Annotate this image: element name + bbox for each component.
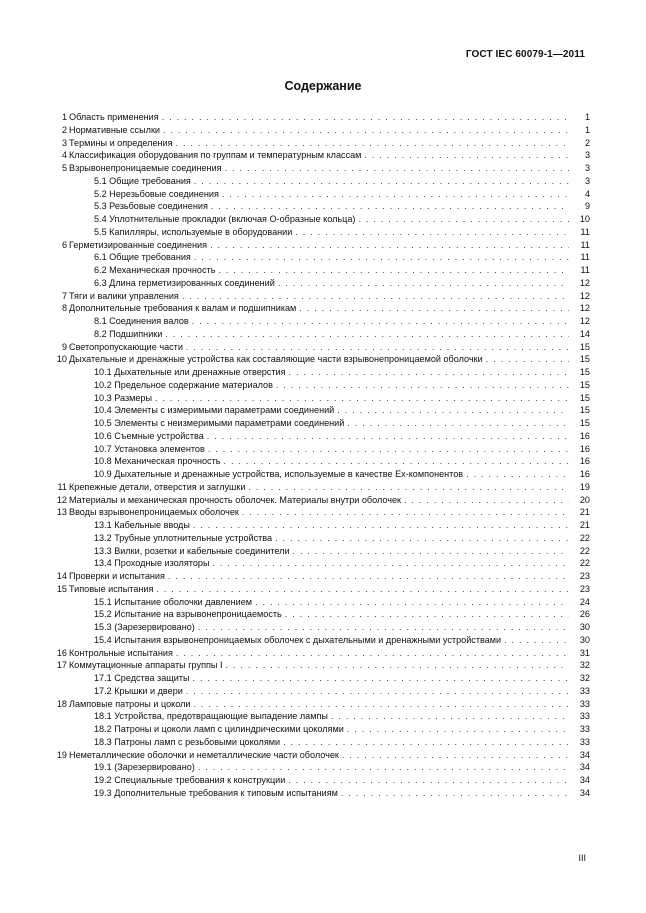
- toc-entry-page: 11: [580, 239, 590, 250]
- toc-subsection-entry[interactable]: [52, 621, 590, 634]
- toc-entry-page: 21: [579, 520, 590, 530]
- toc-entry-title: Нормативные ссылки: [69, 124, 161, 135]
- toc-dot-leader: [211, 200, 569, 213]
- toc-entry-title: 19.2 Специальные требования к конструкции: [94, 775, 286, 785]
- toc-entry-title: 10.6 Съемные устройства: [94, 430, 204, 441]
- toc-entry-number: 14: [56, 571, 67, 581]
- toc-dot-leader: [208, 443, 569, 456]
- toc-subsection-entry[interactable]: [52, 251, 590, 264]
- toc-dot-leader: [486, 353, 569, 366]
- toc-entry-title: 10.5 Элементы с неизмеримыми параметрами соединений: [94, 418, 345, 428]
- toc-dot-leader: [207, 430, 569, 443]
- toc-entry-number: 1: [61, 112, 67, 122]
- toc-entry-page: 15: [579, 379, 590, 390]
- toc-entry-page: 24: [579, 596, 590, 607]
- toc-dot-leader: [248, 481, 569, 494]
- toc-entry-title: Тяги и валики управления: [69, 290, 179, 301]
- toc-section-entry[interactable]: [52, 506, 590, 519]
- toc-entry-page: 16: [579, 430, 590, 441]
- toc-dot-leader: [156, 583, 569, 596]
- toc-entry-page: 2: [584, 137, 590, 148]
- toc-entry-page: 34: [579, 787, 590, 798]
- toc-subsection-entry[interactable]: [52, 175, 590, 188]
- toc-section-entry[interactable]: [52, 494, 590, 507]
- toc-entry-page: 14: [579, 328, 590, 339]
- toc-entry-page: 15: [579, 405, 590, 416]
- toc-subsection-entry[interactable]: [52, 787, 590, 800]
- toc-entry-page: 23: [579, 583, 590, 594]
- toc-entry-title: 5.4 Уплотнительные прокладки (включая О-образные кольца): [94, 214, 356, 224]
- toc-dot-leader: [168, 570, 569, 583]
- toc-entry-page: 34: [579, 749, 590, 760]
- toc-entry-title: 6.2 Механическая прочность: [94, 265, 216, 275]
- toc-dot-leader: [162, 111, 569, 124]
- toc-subsection-entry[interactable]: [52, 710, 590, 723]
- toc-section-entry[interactable]: [52, 239, 590, 252]
- toc-entry-title: 10.3 Размеры: [94, 392, 153, 403]
- toc-dot-leader: [198, 761, 569, 774]
- toc-entry-number: 10: [56, 354, 67, 365]
- toc-entry-page: 34: [579, 762, 590, 773]
- toc-entry-title: 10.1 Дыхательные или дренажные отверстия: [94, 367, 286, 377]
- toc-dot-leader: [225, 162, 569, 175]
- toc-entry-title: 5.3 Резьбовые соединения: [94, 201, 208, 212]
- toc-dot-leader: [504, 634, 569, 647]
- toc-entry-title: Контрольные испытания: [69, 647, 173, 658]
- toc-entry-title: Классификация оборудования по группам и температурным классам: [69, 150, 362, 161]
- toc-dot-leader: [276, 379, 569, 392]
- toc-subsection-entry[interactable]: [52, 761, 590, 774]
- toc-entry-title: 15.3 (Зарезервировано): [94, 622, 195, 632]
- toc-entry-title: 18.3 Патроны ламп с резьбовыми цоколями: [94, 736, 281, 747]
- toc-subsection-entry[interactable]: [52, 532, 590, 545]
- toc-entry-number: 9: [61, 341, 67, 352]
- toc-subsection-entry[interactable]: [52, 519, 590, 532]
- toc-entry-page: 32: [579, 660, 590, 671]
- toc-entry-title: 17.2 Крышки и двери: [94, 685, 183, 696]
- toc-entry-title: 10.9 Дыхательные и дренажные устройства, используемые в качестве Ex-компонентов: [94, 469, 464, 479]
- toc-dot-leader: [347, 723, 569, 736]
- toc-dot-leader: [275, 532, 569, 545]
- toc-section-entry[interactable]: [52, 353, 590, 366]
- toc-entry-page: 33: [579, 711, 590, 722]
- toc-dot-leader: [226, 659, 569, 672]
- toc-entry-page: 30: [579, 622, 590, 632]
- toc-dot-leader: [466, 468, 569, 481]
- toc-entry-title: 8.1 Соединения валов: [94, 316, 189, 326]
- toc-subsection-entry[interactable]: [52, 468, 590, 481]
- toc-dot-leader: [182, 290, 569, 303]
- toc-entry-title: 19.3 Дополнительные требования к типовым испытаниям: [94, 787, 338, 798]
- toc-entry-page: 19: [579, 481, 590, 492]
- toc-subsection-entry[interactable]: [52, 672, 590, 685]
- toc-dot-leader: [222, 188, 569, 201]
- toc-dot-leader: [193, 698, 569, 711]
- toc-dot-leader: [299, 302, 569, 315]
- toc-section-entry[interactable]: [52, 341, 590, 354]
- table-of-contents: [52, 111, 590, 800]
- toc-subsection-entry[interactable]: [52, 430, 590, 443]
- toc-entry-page: 16: [579, 469, 590, 479]
- toc-section-entry[interactable]: [52, 647, 590, 660]
- toc-dot-leader: [210, 239, 569, 252]
- toc-entry-number: 2: [61, 124, 67, 135]
- toc-entry-page: 23: [579, 571, 590, 581]
- toc-entry-title: 15.1 Испытание оболочки давлением: [94, 596, 253, 607]
- page-number: III: [578, 853, 586, 863]
- toc-subsection-entry[interactable]: [52, 723, 590, 736]
- toc-entry-number: 8: [61, 303, 67, 314]
- toc-dot-leader: [193, 519, 569, 532]
- toc-entry-title: Крепежные детали, отверстия и заглушки: [69, 481, 246, 492]
- toc-entry-title: Дополнительные требования к валам и подшипникам: [69, 303, 297, 314]
- toc-section-entry[interactable]: [52, 290, 590, 303]
- toc-entry-page: 33: [579, 698, 590, 709]
- toc-section-entry[interactable]: [52, 570, 590, 583]
- toc-entry-page: 30: [579, 634, 590, 645]
- page-title: Содержание: [284, 79, 362, 93]
- toc-entry-page: 12: [579, 303, 590, 314]
- toc-entry-page: 9: [584, 201, 590, 212]
- toc-section-entry[interactable]: [52, 749, 590, 762]
- toc-subsection-entry[interactable]: [52, 392, 590, 405]
- toc-dot-leader: [224, 455, 570, 468]
- toc-entry-title: Неметаллические оболочки и неметаллические части оболочек: [69, 749, 339, 760]
- toc-dot-leader: [242, 506, 569, 519]
- toc-subsection-entry[interactable]: [52, 417, 590, 430]
- toc-entry-title: 10.7 Установка элементов: [94, 443, 205, 454]
- toc-dot-leader: [176, 137, 569, 150]
- toc-dot-leader: [347, 417, 569, 430]
- toc-section-entry[interactable]: [52, 583, 590, 596]
- toc-dot-leader: [342, 749, 569, 762]
- toc-entry-title: Ламповые патроны и цоколи: [69, 698, 191, 709]
- toc-subsection-entry[interactable]: [52, 545, 590, 558]
- toc-subsection-entry[interactable]: [52, 774, 590, 787]
- toc-dot-leader: [358, 213, 569, 226]
- toc-entry-page: 15: [579, 418, 590, 428]
- toc-dot-leader: [289, 366, 569, 379]
- toc-entry-page: 15: [579, 367, 590, 377]
- toc-dot-leader: [155, 392, 569, 405]
- toc-subsection-entry[interactable]: [52, 277, 590, 290]
- toc-subsection-entry[interactable]: [52, 596, 590, 609]
- toc-entry-number: 5: [61, 163, 67, 173]
- toc-entry-page: 3: [584, 163, 590, 173]
- toc-subsection-entry[interactable]: [52, 226, 590, 239]
- toc-subsection-entry[interactable]: [52, 685, 590, 698]
- toc-entry-title: 6.1 Общие требования: [94, 252, 191, 263]
- toc-entry-page: 11: [580, 226, 590, 237]
- toc-entry-number: 7: [61, 290, 67, 301]
- toc-dot-leader: [192, 315, 569, 328]
- toc-entry-title: 5.1 Общие требования: [94, 175, 191, 186]
- toc-subsection-entry[interactable]: [52, 379, 590, 392]
- toc-entry-title: 6.3 Длина герметизированных соединений: [94, 277, 275, 288]
- toc-entry-number: 15: [56, 583, 67, 594]
- toc-entry-number: 4: [61, 150, 67, 161]
- toc-entry-number: 13: [56, 507, 67, 518]
- toc-entry-title: Область применения: [69, 112, 159, 122]
- toc-entry-page: 1: [584, 112, 590, 122]
- toc-entry-page: 33: [579, 736, 590, 747]
- toc-section-entry[interactable]: [52, 302, 590, 315]
- toc-entry-page: 3: [584, 150, 590, 161]
- toc-entry-page: 34: [579, 775, 590, 785]
- toc-subsection-entry[interactable]: [52, 264, 590, 277]
- toc-entry-page: 12: [579, 316, 590, 326]
- toc-dot-leader: [288, 774, 569, 787]
- toc-subsection-entry[interactable]: [52, 557, 590, 570]
- toc-entry-title: 13.3 Вилки, розетки и кабельные соединители: [94, 545, 290, 556]
- toc-section-entry[interactable]: [52, 659, 590, 672]
- toc-entry-page: 11: [580, 252, 590, 263]
- toc-section-entry[interactable]: [52, 124, 590, 137]
- toc-entry-page: 4: [584, 188, 590, 199]
- toc-entry-title: 18.2 Патроны и цоколи ламп с цилиндрическими цоколями: [94, 724, 344, 734]
- toc-entry-page: 16: [579, 456, 590, 467]
- toc-section-entry[interactable]: [52, 162, 590, 175]
- toc-dot-leader: [293, 545, 569, 558]
- toc-dot-leader: [404, 494, 569, 507]
- toc-dot-leader: [218, 264, 569, 277]
- toc-entry-title: 15.2 Испытание на взрывонепроницаемость: [94, 609, 282, 620]
- toc-entry-title: 13.1 Кабельные вводы: [94, 520, 190, 530]
- toc-subsection-entry[interactable]: [52, 455, 590, 468]
- toc-entry-number: 11: [57, 481, 67, 492]
- toc-dot-leader: [163, 124, 569, 137]
- toc-dot-leader: [285, 608, 569, 621]
- toc-entry-number: 19: [56, 749, 67, 760]
- toc-entry-page: 21: [579, 507, 590, 518]
- toc-entry-page: 12: [579, 290, 590, 301]
- toc-section-entry[interactable]: [52, 481, 590, 494]
- toc-entry-page: 22: [579, 532, 590, 543]
- toc-dot-leader: [255, 596, 569, 609]
- toc-entry-title: Материалы и механическая прочность оболочек. Материалы внутри оболочек: [69, 494, 402, 505]
- toc-subsection-entry[interactable]: [52, 634, 590, 647]
- toc-entry-page: 10: [579, 214, 590, 224]
- toc-entry-title: Коммутационные аппараты группы I: [69, 660, 223, 671]
- toc-entry-title: Герметизированные соединения: [69, 239, 208, 250]
- toc-section-entry[interactable]: [52, 111, 590, 124]
- toc-entry-title: 17.1 Средства защиты: [94, 673, 190, 683]
- toc-dot-leader: [198, 621, 569, 634]
- toc-dot-leader: [341, 787, 569, 800]
- toc-subsection-entry[interactable]: [52, 328, 590, 341]
- toc-entry-title: 18.1 Устройства, предотвращающие выпадение лампы: [94, 711, 328, 722]
- toc-entry-page: 33: [579, 685, 590, 696]
- toc-entry-page: 22: [579, 558, 590, 569]
- toc-entry-title: 15.4 Испытания взрывонепроницаемых оболочек с дыхательными и дренажными устройствами: [94, 634, 502, 645]
- toc-entry-title: Типовые испытания: [69, 583, 154, 594]
- toc-dot-leader: [337, 404, 569, 417]
- toc-subsection-entry[interactable]: [52, 736, 590, 749]
- toc-entry-title: 10.8 Механическая прочность: [94, 456, 221, 467]
- document-standard-header: ГОСТ IEC 60079-1—2011: [465, 49, 585, 60]
- toc-dot-leader: [193, 672, 569, 685]
- toc-entry-page: 22: [579, 545, 590, 556]
- toc-entry-number: 6: [61, 239, 67, 250]
- toc-subsection-entry[interactable]: [52, 608, 590, 621]
- toc-dot-leader: [278, 277, 569, 290]
- toc-entry-title: Взрывонепроницаемые соединения: [69, 163, 222, 173]
- toc-section-entry[interactable]: [52, 137, 590, 150]
- toc-entry-page: 1: [584, 124, 590, 135]
- toc-entry-title: Дыхательные и дренажные устройства как составляющие части взрывонепроницаемой оболочки: [69, 354, 483, 365]
- toc-entry-page: 16: [579, 443, 590, 454]
- toc-entry-page: 33: [579, 724, 590, 734]
- toc-entry-number: 17: [56, 660, 67, 671]
- toc-subsection-entry[interactable]: [52, 404, 590, 417]
- toc-dot-leader: [331, 710, 569, 723]
- toc-entry-title: Светопропускающие части: [69, 341, 183, 352]
- toc-entry-title: 8.2 Подшипники: [94, 328, 163, 339]
- toc-entry-number: 18: [56, 698, 67, 709]
- toc-dot-leader: [165, 328, 569, 341]
- toc-subsection-entry[interactable]: [52, 188, 590, 201]
- toc-entry-title: Термины и определения: [69, 137, 173, 148]
- toc-entry-number: 3: [61, 137, 67, 148]
- toc-subsection-entry[interactable]: [52, 315, 590, 328]
- toc-subsection-entry[interactable]: [52, 366, 590, 379]
- toc-entry-title: 19.1 (Зарезервировано): [94, 762, 195, 773]
- toc-entry-page: 3: [584, 175, 590, 186]
- toc-section-entry[interactable]: [52, 698, 590, 711]
- toc-entry-page: 11: [580, 265, 590, 275]
- toc-entry-title: 5.5 Капилляры, используемые в оборудовании: [94, 226, 293, 237]
- toc-entry-number: 12: [56, 494, 67, 505]
- toc-entry-page: 32: [579, 673, 590, 683]
- toc-dot-leader: [176, 647, 569, 660]
- toc-dot-leader: [295, 226, 569, 239]
- toc-entry-page: 15: [579, 341, 590, 352]
- toc-entry-title: Вводы взрывонепроницаемых оболочек: [69, 507, 239, 518]
- toc-entry-title: 10.4 Элементы с измеримыми параметрами соединений: [94, 405, 335, 416]
- toc-entry-title: 5.2 Нерезьбовые соединения: [94, 188, 219, 199]
- toc-subsection-entry[interactable]: [52, 213, 590, 226]
- toc-entry-title: 13.4 Проходные изоляторы: [94, 558, 210, 569]
- toc-entry-page: 31: [579, 647, 590, 658]
- toc-subsection-entry[interactable]: [52, 200, 590, 213]
- toc-entry-page: 12: [579, 277, 590, 288]
- toc-dot-leader: [212, 557, 569, 570]
- toc-dot-leader: [186, 685, 569, 698]
- toc-dot-leader: [186, 341, 569, 354]
- toc-dot-leader: [194, 175, 569, 188]
- toc-entry-title: Проверки и испытания: [69, 571, 165, 581]
- toc-section-entry[interactable]: [52, 149, 590, 162]
- toc-entry-number: 16: [56, 647, 67, 658]
- toc-entry-page: 15: [579, 392, 590, 403]
- toc-dot-leader: [194, 251, 569, 264]
- toc-dot-leader: [283, 736, 569, 749]
- toc-subsection-entry[interactable]: [52, 443, 590, 456]
- toc-entry-title: 13.2 Трубные уплотнительные устройства: [94, 532, 273, 543]
- toc-entry-page: 20: [579, 494, 590, 505]
- toc-dot-leader: [364, 149, 569, 162]
- toc-entry-page: 15: [579, 354, 590, 365]
- toc-entry-page: 26: [579, 609, 590, 620]
- toc-entry-title: 10.2 Предельное содержание материалов: [94, 379, 273, 390]
